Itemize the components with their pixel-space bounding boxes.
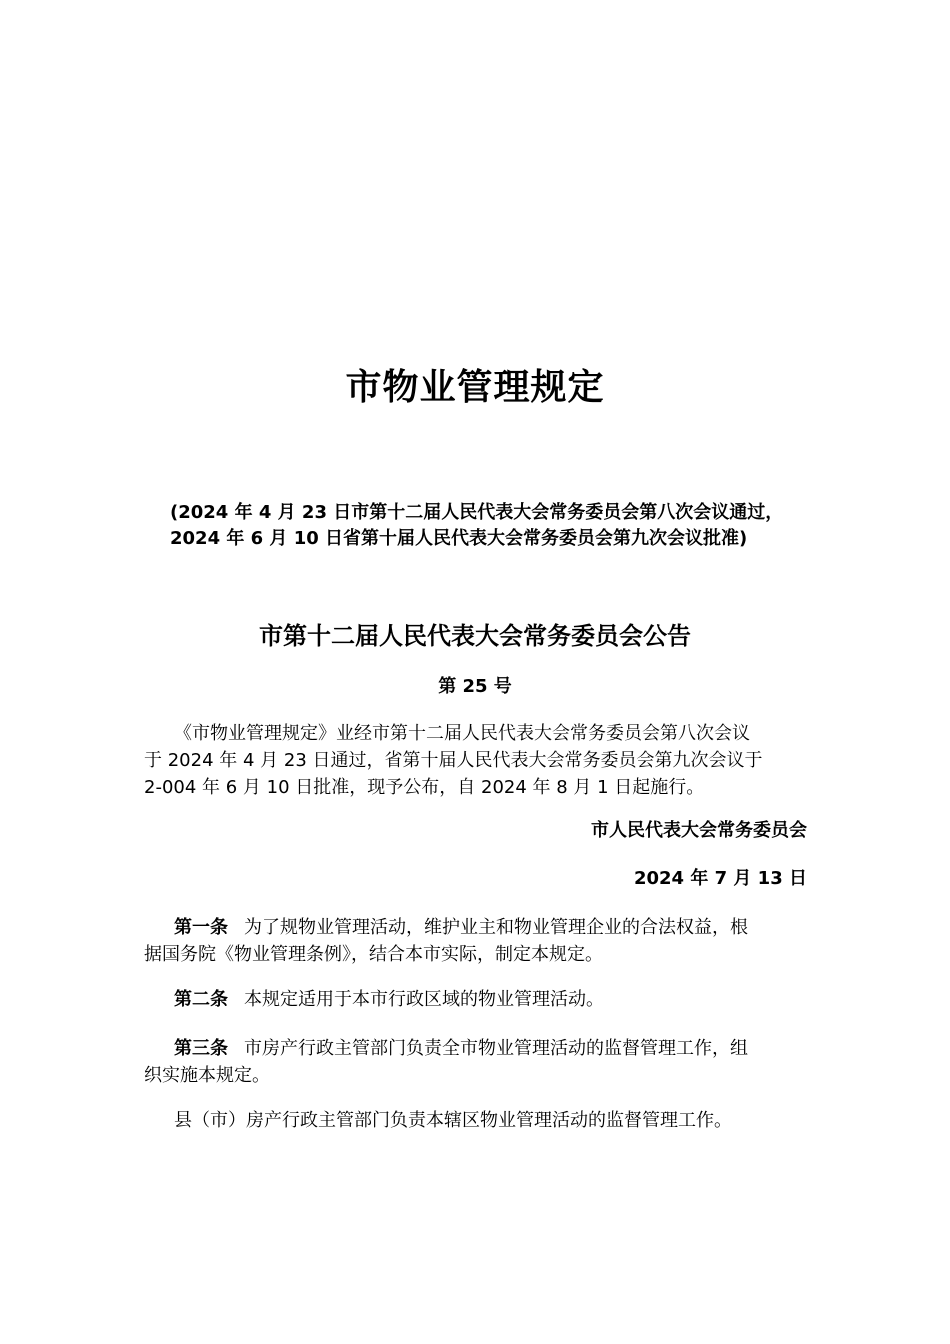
article-line: 据国务院《物业管理条例》，结合本市实际，制定本规定。 <box>144 944 603 965</box>
article-label: 第二条 <box>174 989 228 1010</box>
article-line <box>144 986 808 1013</box>
adoption-note <box>170 500 830 552</box>
article-line: 县（市）房产行政主管部门负责本辖区物业管理活动的监督管理工作。 <box>174 1110 732 1131</box>
article-line <box>144 914 808 941</box>
article-3-paragraph-2 <box>144 1107 808 1134</box>
notice-body-line: 于 2024 年 4 月 23 日通过，省第十届人民代表大会常务委员会第九次会议于 <box>144 750 763 771</box>
article-text: 本规定适用于本市行政区域的物业管理活动。 <box>244 989 604 1010</box>
notice-body-line: 2-004 年 6 月 10 日批准，现予公布，自 2024 年 8 月 1 日起施行。 <box>144 777 705 798</box>
article-text: 市房产行政主管部门负责全市物业管理活动的监督管理工作，组 <box>244 1038 748 1059</box>
article-2 <box>144 986 808 1013</box>
adoption-note-line: 2024 年 6 月 10 日省第十届人民代表大会常务委员会第九次会议批准) <box>170 528 748 549</box>
notice-issuer: 市人民代表大会常务委员会 <box>591 820 807 841</box>
article-label: 第一条 <box>174 917 228 938</box>
article-3 <box>144 1035 808 1089</box>
article-line: 织实施本规定。 <box>144 1065 270 1086</box>
notice-heading: 市第十二届人民代表大会常务委员会公告 <box>259 622 691 650</box>
notice-body <box>144 720 808 801</box>
notice-date: 2024 年 7 月 13 日 <box>633 868 807 889</box>
article-line <box>144 1035 808 1062</box>
adoption-note-line: (2024 年 4 月 23 日市第十二届人民代表大会常务委员会第八次会议通过， <box>170 502 784 523</box>
notice-body-line: 《市物业管理规定》业经市第十二届人民代表大会常务委员会第八次会议 <box>174 723 750 744</box>
article-text: 为了规物业管理活动，维护业主和物业管理企业的合法权益，根 <box>244 917 748 938</box>
article-label: 第三条 <box>174 1038 228 1059</box>
article-1 <box>144 914 808 968</box>
document-title: 市物业管理规定 <box>345 367 605 408</box>
notice-number: 第 25 号 <box>438 676 512 697</box>
